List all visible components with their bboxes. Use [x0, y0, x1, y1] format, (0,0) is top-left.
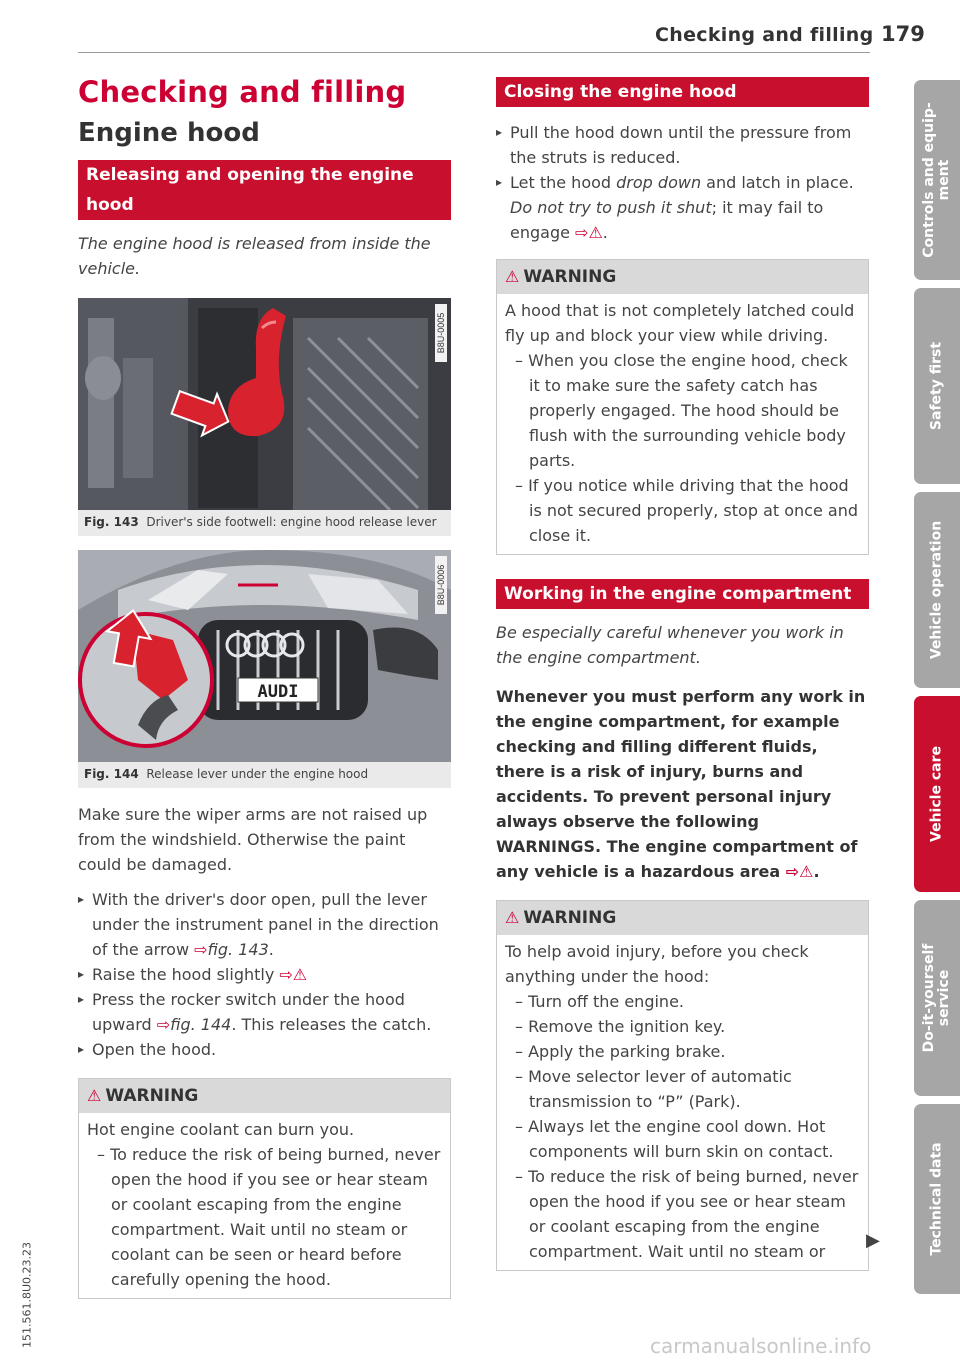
closing-steps — [496, 120, 869, 245]
opening-step-2: ▸ Raise the hood slightly ⇨⚠ — [78, 962, 451, 987]
chapter-title: Checking and filling — [78, 75, 407, 109]
subsection-title: Releasing and opening the engine hood — [78, 160, 451, 220]
opening-steps — [78, 887, 451, 1062]
fig-143-ref[interactable]: fig. 143 — [207, 940, 269, 959]
figure-143-code: B8U-0005 — [435, 304, 447, 362]
figure-144-code: B8U-0006 — [435, 556, 447, 614]
warning-header: ⚠ WARNING — [497, 260, 868, 294]
figure-144-caption-text: Release lever under the engine hood — [146, 767, 369, 781]
warning-body — [79, 1113, 450, 1298]
xref-arrow-icon: ⇨ — [156, 1015, 171, 1034]
figure-143-caption-text: Driver's side footwell: engine hood release lever — [146, 515, 437, 529]
continue-arrow-icon: ▶ — [866, 1230, 880, 1251]
warning-triangle-icon: ⚠ — [505, 267, 520, 286]
tab-technical-data[interactable]: Technical data — [914, 1104, 960, 1294]
figure-144-image — [78, 550, 451, 762]
warning-line: – Move selector lever of automatic transmission to “P” (Park). — [515, 1067, 792, 1111]
warning-box-before-check — [496, 900, 869, 1271]
warning-line: To help avoid injury, before you check anything under the hood: — [505, 942, 809, 986]
page-number: 179 — [881, 22, 925, 46]
closing-step-1: ▸ Pull the hood down until the pressure from the struts is reduced. — [496, 120, 869, 170]
warning-line: – If you notice while driving that the hood is not secured properly, stop at once and close it. — [515, 476, 858, 545]
warning-line: – Turn off the engine. — [515, 992, 684, 1011]
warning-triangle-icon: ⚠ — [505, 908, 520, 927]
tab-controls-and-equipment[interactable]: Controls and equip- ment — [914, 80, 960, 280]
compartment-warning-text: Whenever you must perform any work in the engine compartment, for example checking and filling different fluids, there is a risk of injury, burns and accidents. To prevent personal injury always observe the following WARNINGS. The engine compartment of any vehicle is a hazardous area ⇨⚠. — [496, 687, 866, 881]
figure-144-caption — [78, 762, 451, 788]
engine-compartment-title: Working in the engine compartment — [496, 579, 869, 609]
warning-box-hot-coolant — [78, 1078, 451, 1299]
xref-arrow-icon: ⇨ — [279, 965, 293, 984]
xref-arrow-icon: ⇨ — [785, 862, 800, 881]
warning-line: – To reduce the risk of being burned, never open the hood if you see or hear steam or coolant escaping from the engine compartment. Wait until no steam or coolant can be seen or heard before carefully opening the hood. — [97, 1145, 441, 1289]
figure-143-image — [78, 298, 451, 510]
figure-143-label: Fig. 143 — [84, 515, 139, 529]
warning-line: – Apply the parking brake. — [515, 1042, 726, 1061]
compartment-intro: Be especially careful whenever you work in the engine compartment. — [496, 623, 844, 667]
warning-box-hood-latch — [496, 259, 869, 555]
right-column — [496, 77, 869, 1271]
warning-triangle-icon: ⚠ — [87, 1086, 102, 1105]
wiper-note: Make sure the wiper arms are not raised up from the windshield. Otherwise the paint could be damaged. — [78, 805, 428, 874]
fig-144-ref[interactable]: fig. 144 — [170, 1015, 232, 1034]
warning-header: ⚠ WARNING — [497, 901, 868, 935]
warning-triangle-icon[interactable]: ⚠ — [799, 862, 814, 881]
tab-safety-first[interactable]: Safety first — [914, 288, 960, 484]
warning-line: Hot engine coolant can burn you. — [87, 1120, 355, 1139]
grille-badge-text: AUDI — [257, 682, 299, 702]
warning-line: – To reduce the risk of being burned, never open the hood if you see or hear steam or coolant escaping from the engine compartment. Wait until no steam or — [515, 1167, 859, 1261]
warning-body — [497, 935, 868, 1270]
warning-triangle-icon[interactable]: ⚠ — [292, 965, 308, 984]
section-title: Engine hood — [78, 118, 260, 148]
intro-text: The engine hood is released from inside the vehicle. — [78, 234, 431, 278]
figure-143-caption — [78, 510, 451, 536]
running-head-title: Checking and filling — [655, 24, 874, 46]
warning-triangle-icon[interactable]: ⚠ — [588, 223, 603, 242]
left-column — [78, 75, 451, 1299]
xref-arrow-icon: ⇨ — [575, 223, 589, 242]
warning-line: – Always let the engine cool down. Hot components will burn skin on contact. — [515, 1117, 834, 1161]
closing-step-2: ▸ Let the hood drop down and latch in place. Do not try to push it shut; it may fail to engage ⇨⚠. — [496, 170, 869, 245]
warning-line: – Remove the ignition key. — [515, 1017, 726, 1036]
header-rule — [78, 52, 870, 53]
xref-arrow-icon: ⇨ — [194, 940, 208, 959]
tab-do-it-yourself-service[interactable]: Do-it-yourself service — [914, 900, 960, 1096]
warning-line: A hood that is not completely latched could fly up and block your view while driving. — [505, 301, 855, 345]
opening-step-3: ▸ Press the rocker switch under the hood upward ⇨fig. 144. This releases the catch. — [78, 987, 451, 1037]
warning-line: – When you close the engine hood, check it to make sure the safety catch has properly engaged. The hood should be flush with the surrounding vehicle body parts. — [515, 351, 848, 470]
opening-step-4: ▸ Open the hood. — [78, 1037, 451, 1062]
tab-vehicle-care[interactable]: Vehicle care — [914, 696, 960, 892]
watermark: carmanualsonline.info — [650, 1334, 872, 1358]
figure-144-label: Fig. 144 — [84, 767, 139, 781]
warning-body — [497, 294, 868, 554]
warning-header: ⚠ WARNING — [79, 1079, 450, 1113]
opening-step-1: ▸ With the driver's door open, pull the lever under the instrument panel in the direction of the arrow ⇨fig. 143. — [78, 887, 451, 962]
document-code: 151.561.8U0.23.23 — [20, 1241, 34, 1349]
closing-hood-title: Closing the engine hood — [496, 77, 869, 107]
tab-vehicle-operation[interactable]: Vehicle operation — [914, 492, 960, 688]
